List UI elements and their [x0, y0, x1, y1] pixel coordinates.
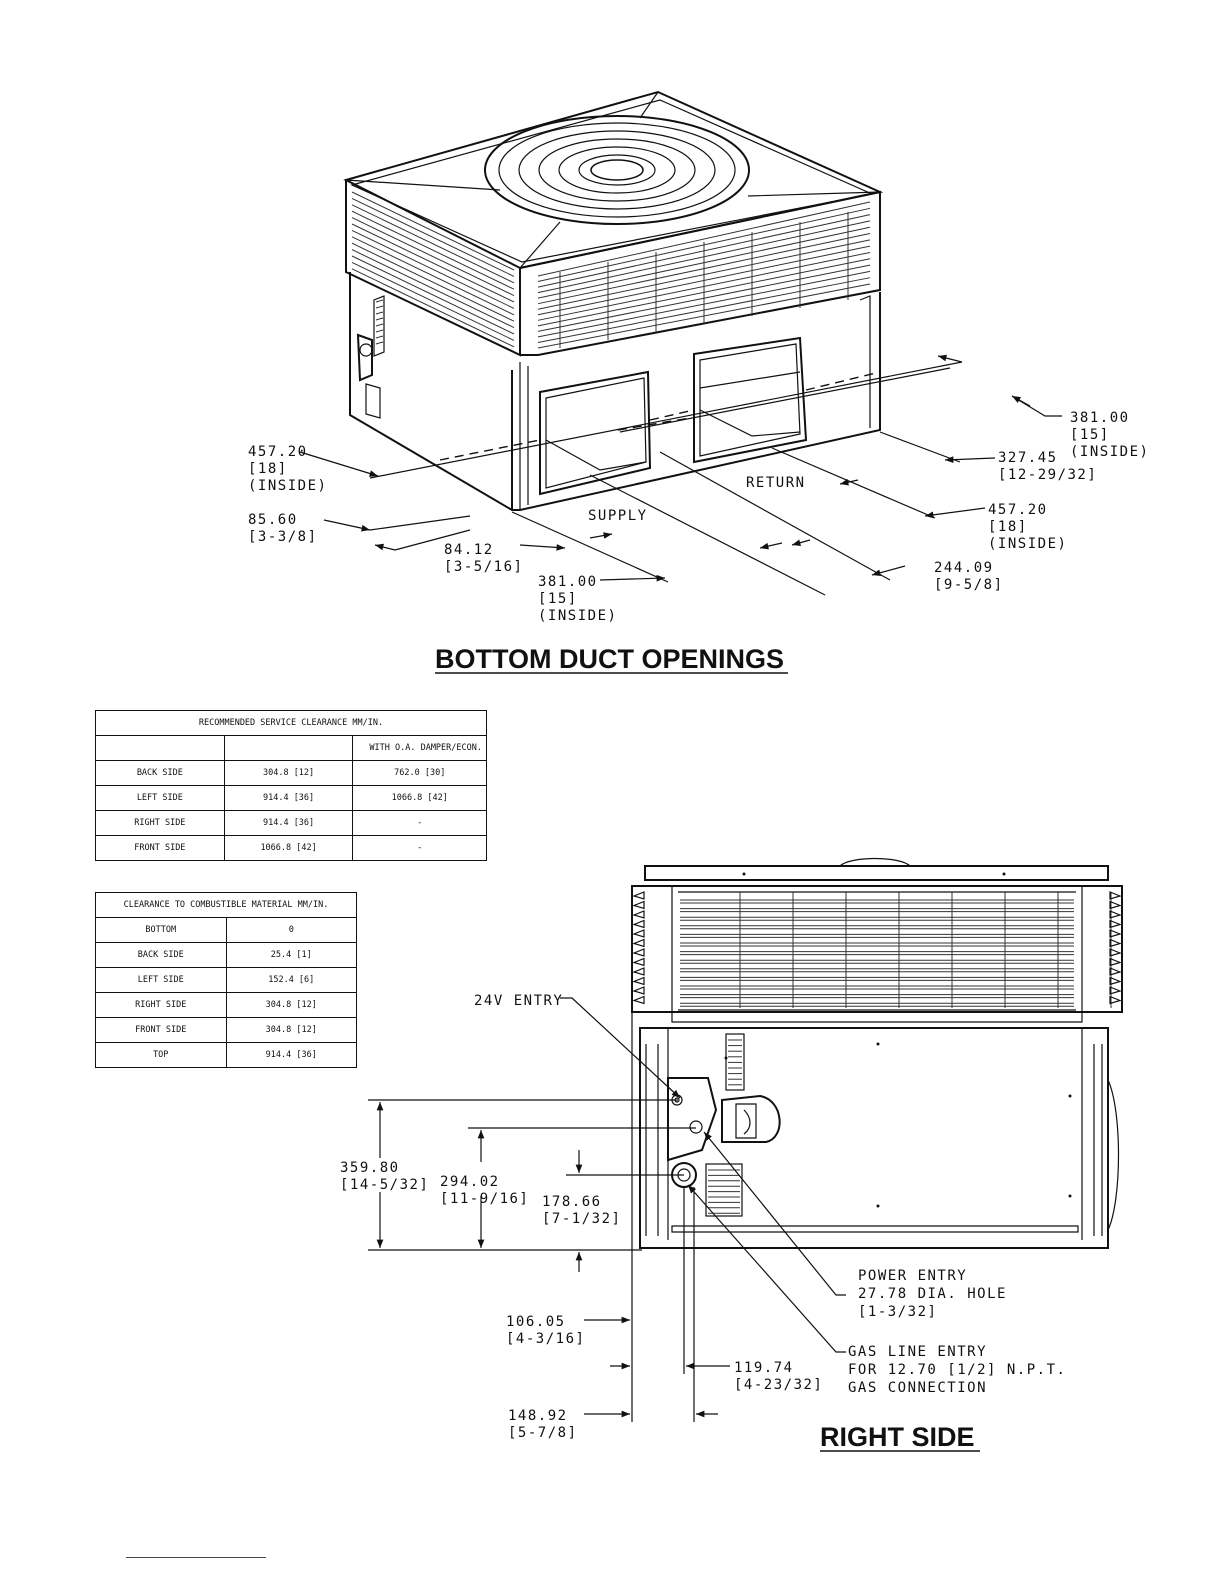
table-cell: - — [353, 836, 487, 861]
combustible-clearance-table — [95, 892, 357, 1068]
dim-front-offset: 85.60 — [248, 512, 298, 528]
dim-supply-depth-inside: 381.00 — [538, 574, 598, 590]
table-cell: 304.8 [12] — [226, 1018, 357, 1043]
dim-return-offset: [12-29/32] — [998, 467, 1098, 483]
table-cell: RIGHT SIDE — [96, 811, 225, 836]
right-labels — [340, 993, 1066, 1452]
table-cell: LEFT SIDE — [96, 786, 225, 811]
dim-supply-width-inside: [18] — [248, 461, 288, 477]
combustible-clearance-title: CLEARANCE TO COMBUSTIBLE MATERIAL MM/IN. — [96, 893, 357, 918]
dim-supply-offset: 84.12 — [444, 542, 494, 558]
table-cell: BACK SIDE — [96, 943, 227, 968]
dim-supply-depth-inside: [15] — [538, 591, 578, 607]
table-cell: RIGHT SIDE — [96, 993, 227, 1018]
dim-duct-spacing: [9-5/8] — [934, 577, 1004, 593]
table-cell: TOP — [96, 1043, 227, 1068]
table-cell: 1066.8 [42] — [224, 836, 353, 861]
dim-front-offset: [3-3/8] — [248, 529, 318, 545]
dim-supply-depth-inside: (INSIDE) — [538, 608, 618, 624]
table-cell: 762.0 [30] — [353, 761, 487, 786]
table-cell: FRONT SIDE — [96, 1018, 227, 1043]
dim-offset-2: 119.74 — [734, 1360, 794, 1376]
gas-line-entry-label: GAS CONNECTION — [848, 1380, 988, 1396]
return-label: RETURN — [746, 475, 806, 491]
gas-line-entry-label: FOR 12.70 [1/2] N.P.T. — [848, 1362, 1067, 1378]
table-cell: 152.4 [6] — [226, 968, 357, 993]
dim-gas-height: 178.66 — [542, 1194, 602, 1210]
dim-offset-3: 148.92 — [508, 1408, 568, 1424]
table-cell: 914.4 [36] — [226, 1043, 357, 1068]
dim-return-offset: 327.45 — [998, 450, 1058, 466]
right-dimension-lines — [368, 998, 846, 1422]
isometric-unit — [346, 92, 880, 510]
right-side-title: RIGHT SIDE — [820, 1422, 975, 1452]
service-clearance-table — [95, 710, 487, 861]
right-side-view — [632, 859, 1122, 1249]
table-cell: - — [353, 811, 487, 836]
table-cell: 1066.8 [42] — [353, 786, 487, 811]
dim-24v-height: [14-5/32] — [340, 1177, 430, 1193]
bottom-duct-openings-title: BOTTOM DUCT OPENINGS — [435, 644, 785, 674]
table-cell: FRONT SIDE — [96, 836, 225, 861]
supply-label: SUPPLY — [588, 508, 648, 524]
dim-return-width-inside: (INSIDE) — [988, 536, 1068, 552]
table-cell: 914.4 [36] — [224, 811, 353, 836]
table-cell: 304.8 [12] — [224, 761, 353, 786]
dim-offset-3: [5-7/8] — [508, 1425, 578, 1441]
table-header-cell — [96, 736, 225, 761]
dim-offset-1: [4-3/16] — [506, 1331, 586, 1347]
table-cell: LEFT SIDE — [96, 968, 227, 993]
dim-return-depth-inside: [15] — [1070, 427, 1110, 443]
power-entry-label: [1-3/32] — [858, 1304, 938, 1320]
table-cell: 0 — [226, 918, 357, 943]
table-cell: 304.8 [12] — [226, 993, 357, 1018]
dim-offset-1: 106.05 — [506, 1314, 566, 1330]
dim-duct-spacing: 244.09 — [934, 560, 994, 576]
24v-entry-label: 24V ENTRY — [474, 993, 564, 1009]
dim-return-depth-inside: 381.00 — [1070, 410, 1130, 426]
table-header-cell: WITH O.A. DAMPER/ECON. — [353, 736, 487, 761]
dim-return-width-inside: 457.20 — [988, 502, 1048, 518]
dim-power-height: [11-9/16] — [440, 1191, 530, 1207]
power-entry-label: 27.78 DIA. HOLE — [858, 1286, 1007, 1302]
table-cell: 914.4 [36] — [224, 786, 353, 811]
service-clearance-title: RECOMMENDED SERVICE CLEARANCE MM/IN. — [96, 711, 487, 736]
dim-supply-width-inside: 457.20 — [248, 444, 308, 460]
dim-supply-width-inside: (INSIDE) — [248, 478, 328, 494]
dim-offset-2: [4-23/32] — [734, 1377, 824, 1393]
gas-line-entry-label: GAS LINE ENTRY — [848, 1344, 988, 1360]
dim-return-depth-inside: (INSIDE) — [1070, 444, 1150, 460]
bottom-labels — [248, 410, 1149, 674]
footer-link-line[interactable] — [126, 1557, 266, 1558]
dim-power-height: 294.02 — [440, 1174, 500, 1190]
table-cell: BOTTOM — [96, 918, 227, 943]
dim-supply-offset: [3-5/16] — [444, 559, 524, 575]
table-cell: BACK SIDE — [96, 761, 225, 786]
table-header-cell — [224, 736, 353, 761]
dim-24v-height: 359.80 — [340, 1160, 400, 1176]
dim-return-width-inside: [18] — [988, 519, 1028, 535]
dim-gas-height: [7-1/32] — [542, 1211, 622, 1227]
table-cell: 25.4 [1] — [226, 943, 357, 968]
power-entry-label: POWER ENTRY — [858, 1268, 968, 1284]
